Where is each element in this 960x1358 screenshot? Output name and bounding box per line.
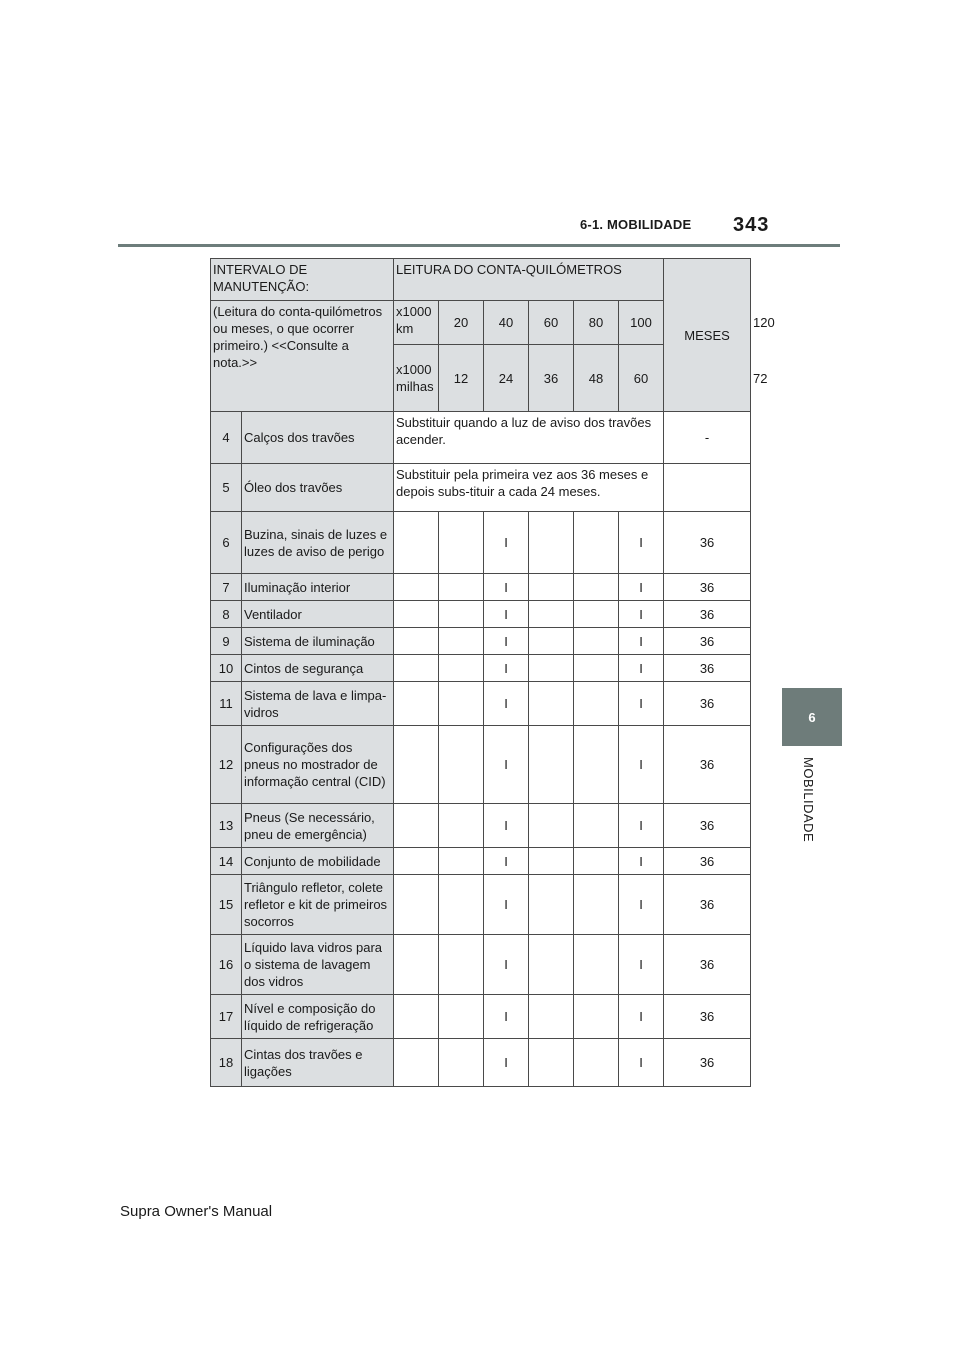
check-120k: I <box>619 601 664 628</box>
km-value: 60 <box>529 301 574 345</box>
chapter-tab-number: 6 <box>808 710 816 725</box>
empty-cell <box>574 804 619 848</box>
row-months: 36 <box>664 628 751 655</box>
row-months: 36 <box>664 875 751 935</box>
empty-cell <box>574 1039 619 1087</box>
check-60k: I <box>484 848 529 875</box>
row-months: 36 <box>664 935 751 995</box>
row-number: 6 <box>211 512 242 574</box>
row-item: Conjunto de mobilidade <box>242 848 394 875</box>
row-item: Sistema de iluminação <box>242 628 394 655</box>
table-row <box>211 512 751 574</box>
row-months: 36 <box>664 726 751 804</box>
table-row <box>211 875 751 935</box>
row-number: 7 <box>211 574 242 601</box>
row-item: Pneus (Se necessário, pneu de emergência) <box>242 804 394 848</box>
empty-cell <box>394 655 439 682</box>
empty-cell <box>439 848 484 875</box>
row-item: Ventilador <box>242 601 394 628</box>
miles-value: 12 <box>439 345 484 412</box>
km-value: 40 <box>484 301 529 345</box>
empty-cell <box>439 804 484 848</box>
empty-cell <box>529 655 574 682</box>
check-120k: I <box>619 935 664 995</box>
empty-cell <box>529 682 574 726</box>
miles-value: 60 <box>619 345 664 412</box>
row-number: 4 <box>211 412 242 464</box>
empty-cell <box>439 995 484 1039</box>
empty-cell <box>529 512 574 574</box>
check-60k: I <box>484 512 529 574</box>
empty-cell <box>529 804 574 848</box>
empty-cell <box>394 875 439 935</box>
empty-cell <box>439 935 484 995</box>
check-120k: I <box>619 848 664 875</box>
maintenance-table: INTERVALO DE MANUTENÇÃO: LEITURA DO CONTA-QUILÓMETROS MESES (Leitura do conta-quilómetros ou meses, o que ocorrer primeiro.) <<Consulte a nota.>> x1000 km 20 40 60 80 100 120 x1000 milhas 12 24 36 48 60 72 4 Calços dos travões Substituir quando a luz de aviso dos travões acender. - 5 Óleo dos travões Substituir pela primeira vez aos 36 meses e depois subs-tituir a cada 24 meses. 6 Buzina, sinais de luzes e luzes de aviso de perigo I I 36 7 Iluminação interior I I 36 8 Ventilador I I 36 9 Sistema de iluminação I I 36 10 Cintos de segurança I I 36 11 Sistema de lava e limpa-vidros I I 36 12 Configurações dos pneus no mostrador de informação central (CID) I I 36 13 Pneus (Se necessário, pneu de emergência) I I 36 14 Conjunto de mobilidade I I 36 15 Triângulo refletor, colete refletor e kit de primeiros socorros I I 36 16 Líquido lava vidros para o sistema de lavagem dos vidros I I 36 17 Nível e composição do líquido de refrigeração I I 36 18 Cintas dos travões e ligações I I 36 <box>210 258 751 1087</box>
empty-cell <box>574 655 619 682</box>
empty-cell <box>394 1039 439 1087</box>
row-item: Óleo dos travões <box>242 464 394 512</box>
km-value: 80 <box>574 301 619 345</box>
page-number: 343 <box>733 214 770 236</box>
empty-cell <box>574 601 619 628</box>
empty-cell <box>394 601 439 628</box>
empty-cell <box>574 574 619 601</box>
check-120k: I <box>619 512 664 574</box>
check-120k: I <box>619 995 664 1039</box>
check-60k: I <box>484 875 529 935</box>
row-number: 13 <box>211 804 242 848</box>
empty-cell <box>394 995 439 1039</box>
table-row <box>211 464 751 512</box>
check-120k: I <box>619 726 664 804</box>
km-value: 100 <box>619 301 664 345</box>
empty-cell <box>439 628 484 655</box>
empty-cell <box>574 512 619 574</box>
miles-label: x1000 milhas <box>394 345 439 412</box>
empty-cell <box>529 574 574 601</box>
row-months: - <box>664 412 751 464</box>
table-row <box>211 628 751 655</box>
empty-cell <box>574 682 619 726</box>
empty-cell <box>394 935 439 995</box>
km-value: 20 <box>439 301 484 345</box>
header-divider <box>118 244 840 247</box>
check-60k: I <box>484 574 529 601</box>
check-120k: I <box>619 804 664 848</box>
row-item: Nível e composição do líquido de refrigeração <box>242 995 394 1039</box>
row-months: 36 <box>664 804 751 848</box>
miles-value: 24 <box>484 345 529 412</box>
check-120k: I <box>619 682 664 726</box>
empty-cell <box>394 628 439 655</box>
table-row <box>211 726 751 804</box>
table-row <box>211 995 751 1039</box>
empty-cell <box>529 935 574 995</box>
chapter-tab-label: MOBILIDADE <box>801 757 816 843</box>
table-row <box>211 601 751 628</box>
row-months: 36 <box>664 512 751 574</box>
empty-cell <box>529 875 574 935</box>
row-number: 12 <box>211 726 242 804</box>
row-number: 16 <box>211 935 242 995</box>
row-number: 15 <box>211 875 242 935</box>
row-number: 17 <box>211 995 242 1039</box>
row-number: 10 <box>211 655 242 682</box>
empty-cell <box>439 1039 484 1087</box>
row-months: 36 <box>664 995 751 1039</box>
check-60k: I <box>484 935 529 995</box>
row-item: Triângulo refletor, colete refletor e kit de primeiros socorros <box>242 875 394 935</box>
row-months: 36 <box>664 848 751 875</box>
empty-cell <box>439 601 484 628</box>
check-120k: I <box>619 875 664 935</box>
empty-cell <box>529 601 574 628</box>
empty-cell <box>394 512 439 574</box>
row-instruction: Substituir pela primeira vez aos 36 meses e depois subs-tituir a cada 24 meses. <box>394 464 664 512</box>
empty-cell <box>394 682 439 726</box>
row-months <box>664 464 751 512</box>
empty-cell <box>439 512 484 574</box>
check-60k: I <box>484 628 529 655</box>
row-item: Calços dos travões <box>242 412 394 464</box>
table-row <box>211 412 751 464</box>
empty-cell <box>529 995 574 1039</box>
empty-cell <box>394 804 439 848</box>
miles-value: 48 <box>574 345 619 412</box>
row-number: 5 <box>211 464 242 512</box>
check-120k: I <box>619 628 664 655</box>
empty-cell <box>574 848 619 875</box>
table-row <box>211 574 751 601</box>
table-row <box>211 682 751 726</box>
empty-cell <box>574 726 619 804</box>
row-number: 8 <box>211 601 242 628</box>
chapter-tab[interactable] <box>782 688 842 746</box>
section-title: 6-1. MOBILIDADE <box>580 217 692 232</box>
empty-cell <box>394 726 439 804</box>
row-item: Configurações dos pneus no mostrador de informação central (CID) <box>242 726 394 804</box>
row-months: 36 <box>664 655 751 682</box>
row-item: Cintas dos travões e ligações <box>242 1039 394 1087</box>
row-instruction: Substituir quando a luz de aviso dos travões acender. <box>394 412 664 464</box>
header-odometer: LEITURA DO CONTA-QUILÓMETROS <box>394 259 664 301</box>
check-120k: I <box>619 655 664 682</box>
empty-cell <box>394 848 439 875</box>
row-item: Buzina, sinais de luzes e luzes de aviso de perigo <box>242 512 394 574</box>
check-60k: I <box>484 804 529 848</box>
empty-cell <box>574 628 619 655</box>
row-item: Cintos de segurança <box>242 655 394 682</box>
check-120k: I <box>619 1039 664 1087</box>
row-number: 14 <box>211 848 242 875</box>
empty-cell <box>529 628 574 655</box>
table-row <box>211 935 751 995</box>
table-row <box>211 655 751 682</box>
row-item: Iluminação interior <box>242 574 394 601</box>
miles-value: 36 <box>529 345 574 412</box>
empty-cell <box>574 935 619 995</box>
check-60k: I <box>484 726 529 804</box>
empty-cell <box>439 726 484 804</box>
table-row <box>211 848 751 875</box>
check-60k: I <box>484 682 529 726</box>
check-60k: I <box>484 995 529 1039</box>
empty-cell <box>439 875 484 935</box>
empty-cell <box>529 1039 574 1087</box>
check-60k: I <box>484 1039 529 1087</box>
row-number: 11 <box>211 682 242 726</box>
empty-cell <box>529 848 574 875</box>
header-note: (Leitura do conta-quilómetros ou meses, o que ocorrer primeiro.) <<Consulte a nota.>> <box>211 301 394 412</box>
row-number: 9 <box>211 628 242 655</box>
header-months: MESES <box>664 259 751 412</box>
header-interval: INTERVALO DE MANUTENÇÃO: <box>211 259 394 301</box>
check-60k: I <box>484 655 529 682</box>
row-months: 36 <box>664 682 751 726</box>
empty-cell <box>439 655 484 682</box>
table-row <box>211 804 751 848</box>
row-item: Líquido lava vidros para o sistema de lavagem dos vidros <box>242 935 394 995</box>
manual-footer: Supra Owner's Manual <box>120 1203 273 1220</box>
row-months: 36 <box>664 574 751 601</box>
check-60k: I <box>484 601 529 628</box>
empty-cell <box>439 682 484 726</box>
empty-cell <box>574 995 619 1039</box>
table-row <box>211 1039 751 1087</box>
row-months: 36 <box>664 1039 751 1087</box>
empty-cell <box>529 726 574 804</box>
empty-cell <box>439 574 484 601</box>
km-label: x1000 km <box>394 301 439 345</box>
row-months: 36 <box>664 601 751 628</box>
check-120k: I <box>619 574 664 601</box>
row-item: Sistema de lava e limpa-vidros <box>242 682 394 726</box>
empty-cell <box>574 875 619 935</box>
empty-cell <box>394 574 439 601</box>
row-number: 18 <box>211 1039 242 1087</box>
